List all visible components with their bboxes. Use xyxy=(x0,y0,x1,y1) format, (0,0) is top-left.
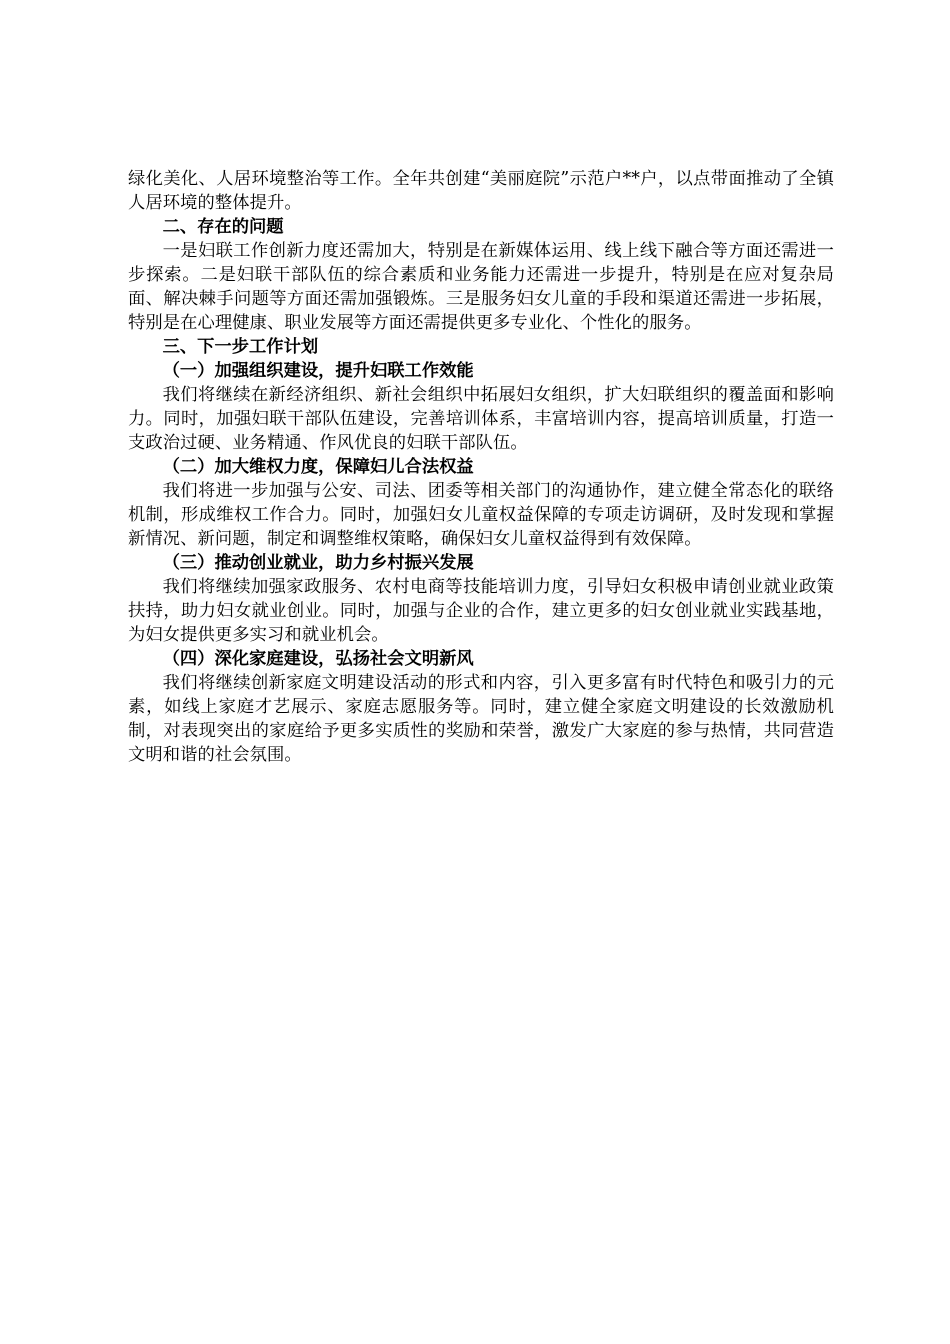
document-page xyxy=(128,167,834,767)
section-2-body: 一是妇联工作创新力度还需加大，特别是在新媒体运用、线上线下融合等方面还需进一步探索。二是妇联干部队伍的综合素质和业务能力还需进一步提升，特别是在应对复杂局面、解决棘手问题等方面还需加强锻炼。三是服务妇女儿童的手段和渠道还需进一步拓展，特别是在心理健康、职业发展等方面还需提供更多专业化、个性化的服务。 xyxy=(128,241,834,333)
section-2-heading: 二、存在的问题 xyxy=(162,217,284,237)
subsection-2-body: 我们将进一步加强与公安、司法、团委等相关部门的沟通协作，建立健全常态化的联络机制，形成维权工作合力。同时，加强妇女儿童权益保障的专项走访调研，及时发现和掌握新情况、新问题，制定和调整维权策略，确保妇女儿童权益得到有效保障。 xyxy=(128,481,834,549)
subsection-3-body: 我们将继续加强家政服务、农村电商等技能培训力度，引导妇女积极申请创业就业政策扶持，助力妇女就业创业。同时，加强与企业的合作，建立更多的妇女创业就业实践基地，为妇女提供更多实习和就业机会。 xyxy=(128,577,834,645)
subsection-1-body: 我们将继续在新经济组织、新社会组织中拓展妇女组织，扩大妇联组织的覆盖面和影响力。同时，加强妇联干部队伍建设，完善培训体系，丰富培训内容，提高培训质量，打造一支政治过硬、业务精通、作风优良的妇联干部队伍。 xyxy=(128,385,834,453)
section-3-heading: 三、下一步工作计划 xyxy=(162,337,319,357)
subsection-1-heading: （一）加强组织建设，提升妇联工作效能 xyxy=(162,361,474,381)
intro-paragraph: 绿化美化、人居环境整治等工作。全年共创建“美丽庭院”示范户**户，以点带面推动了全镇人居环境的整体提升。 xyxy=(128,169,834,213)
subsection-2-heading: （二）加大维权力度，保障妇儿合法权益 xyxy=(162,457,474,477)
subsection-3-heading: （三）推动创业就业，助力乡村振兴发展 xyxy=(162,553,474,573)
subsection-4-heading: （四）深化家庭建设，弘扬社会文明新风 xyxy=(162,649,474,669)
subsection-4-body: 我们将继续创新家庭文明建设活动的形式和内容，引入更多富有时代特色和吸引力的元素，如线上家庭才艺展示、家庭志愿服务等。同时，建立健全家庭文明建设的长效激励机制，对表现突出的家庭给予更多实质性的奖励和荣誉，激发广大家庭的参与热情，共同营造文明和谐的社会氛围。 xyxy=(128,673,834,765)
